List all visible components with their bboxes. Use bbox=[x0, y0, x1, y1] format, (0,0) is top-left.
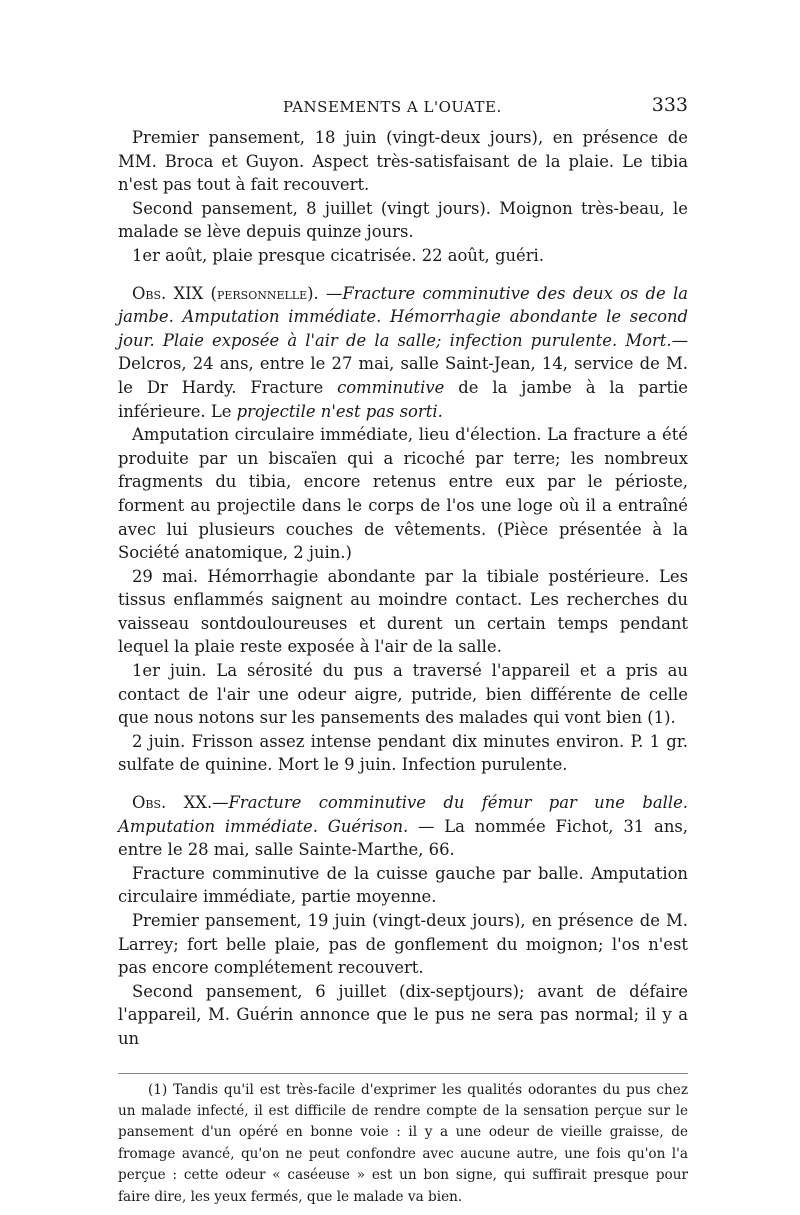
book-page bbox=[118, 94, 689, 1208]
paragraph: 2 juin. Frisson assez intense pendant dix minutes environ. P. 1 gr. sulfate de quinine. Mort le 9 juin. Infection purulente. bbox=[118, 731, 688, 775]
observation-emphasis: comminutive bbox=[337, 377, 445, 397]
running-head bbox=[118, 94, 688, 124]
paragraph: Fracture comminutive de la cuisse gauche par balle. Amputation circulaire immédiate, partie moyenne. bbox=[118, 863, 688, 907]
body-text bbox=[118, 126, 688, 1051]
paragraph: Second pansement, 8 juillet (vingt jours). Moignon très-beau, le malade se lève depuis quinze jours. bbox=[118, 198, 688, 242]
observation-emphasis: projectile n'est pas sorti. bbox=[236, 401, 443, 421]
observation-title: —Fracture comminutive du fémur par une balle. Amputation immédiate. Guérison. bbox=[118, 793, 688, 836]
observation-text: — Delcros, 24 ans, entre le 27 mai, salle Saint-Jean, 14, service de M. le Dr Hardy. Fracture bbox=[118, 330, 688, 397]
observation-separator: — bbox=[318, 283, 343, 303]
observation-label: Obs. XIX (personnelle). bbox=[132, 283, 319, 303]
observation-title: Fracture comminutive des deux os de la jambe. Amputation immédiate. Hémorrhagie abondante le second jour. Plaie exposée à l'air de la salle; infection purulente. Mort. bbox=[118, 283, 689, 350]
paragraph: Amputation circulaire immédiate, lieu d'élection. La fracture a été produite par un biscaïen qui a ricoché par terre; les nombreux fragments du tibia, encore retenus entre eux par le périoste, forment au projectile dans le corps de l'os une loge où il a entraîné avec lui plusieurs couches de vêtements. (Pièce présentée à la Société anatomique, 2 juin.) bbox=[118, 425, 688, 563]
running-title: PANSEMENTS A L'OUATE. bbox=[283, 98, 502, 116]
observation-20-heading bbox=[118, 791, 688, 862]
observation-text: — La nommée Fichot, 31 ans, entre le 28 mai, salle Sainte-Marthe, 66. bbox=[118, 816, 688, 860]
paragraph: Premier pansement, 18 juin (vingt-deux jours), en présence de MM. Broca et Guyon. Aspect très-satisfaisant de la plaie. Le tibia n'est pas tout à fait recouvert. bbox=[118, 128, 688, 195]
paragraph: 1er juin. La sérosité du pus a traversé l'appareil et a pris au contact de l'air une odeur aigre, putride, bien différente de celle que nous notons sur les pansements des malades qui vont bien (1). bbox=[118, 661, 688, 728]
observation-label: Obs. XX. bbox=[132, 793, 213, 813]
footnote: (1) Tandis qu'il est très-facile d'exprimer les qualités odorantes du pus chez un malade infecté, il est difficile de rendre compte de la sensation perçue sur le pansement d'un opéré en bonne voie : il y a une odeur de vieille graisse, de fromage avancé, qu'on ne peut confondre avec aucune autre, une fois qu'on l'a perçue : cette odeur « caséeuse » est un bon signe, qui suffirait presque pour faire dire, les yeux fermés, que le malade va bien. bbox=[118, 1081, 688, 1205]
paragraph: 1er août, plaie presque cicatrisée. 22 août, guéri. bbox=[132, 245, 545, 265]
paragraph: 29 mai. Hémorrhagie abondante par la tibiale postérieure. Les tissus enflammés saignent au moindre contact. Les recherches du vaisseau sontdouloureuses et durent un certain temps pendant lequel la plaie reste exposée à l'air de la salle. bbox=[118, 566, 688, 657]
footnotes bbox=[118, 1073, 688, 1208]
paragraph: Second pansement, 6 juillet (dix-septjours); avant de défaire l'appareil, M. Guérin annonce que le pus ne sera pas normal; il y a un bbox=[118, 981, 688, 1048]
page-number: 333 bbox=[651, 94, 688, 116]
observation-19-heading bbox=[118, 282, 688, 424]
observation-text: de la jambe à la partie inférieure. Le bbox=[118, 377, 688, 421]
paragraph: Premier pansement, 19 juin (vingt-deux jours), en présence de M. Larrey; fort belle plaie, pas de gonflement du moignon; l'os n'est pas encore complétement recouvert. bbox=[118, 911, 688, 978]
